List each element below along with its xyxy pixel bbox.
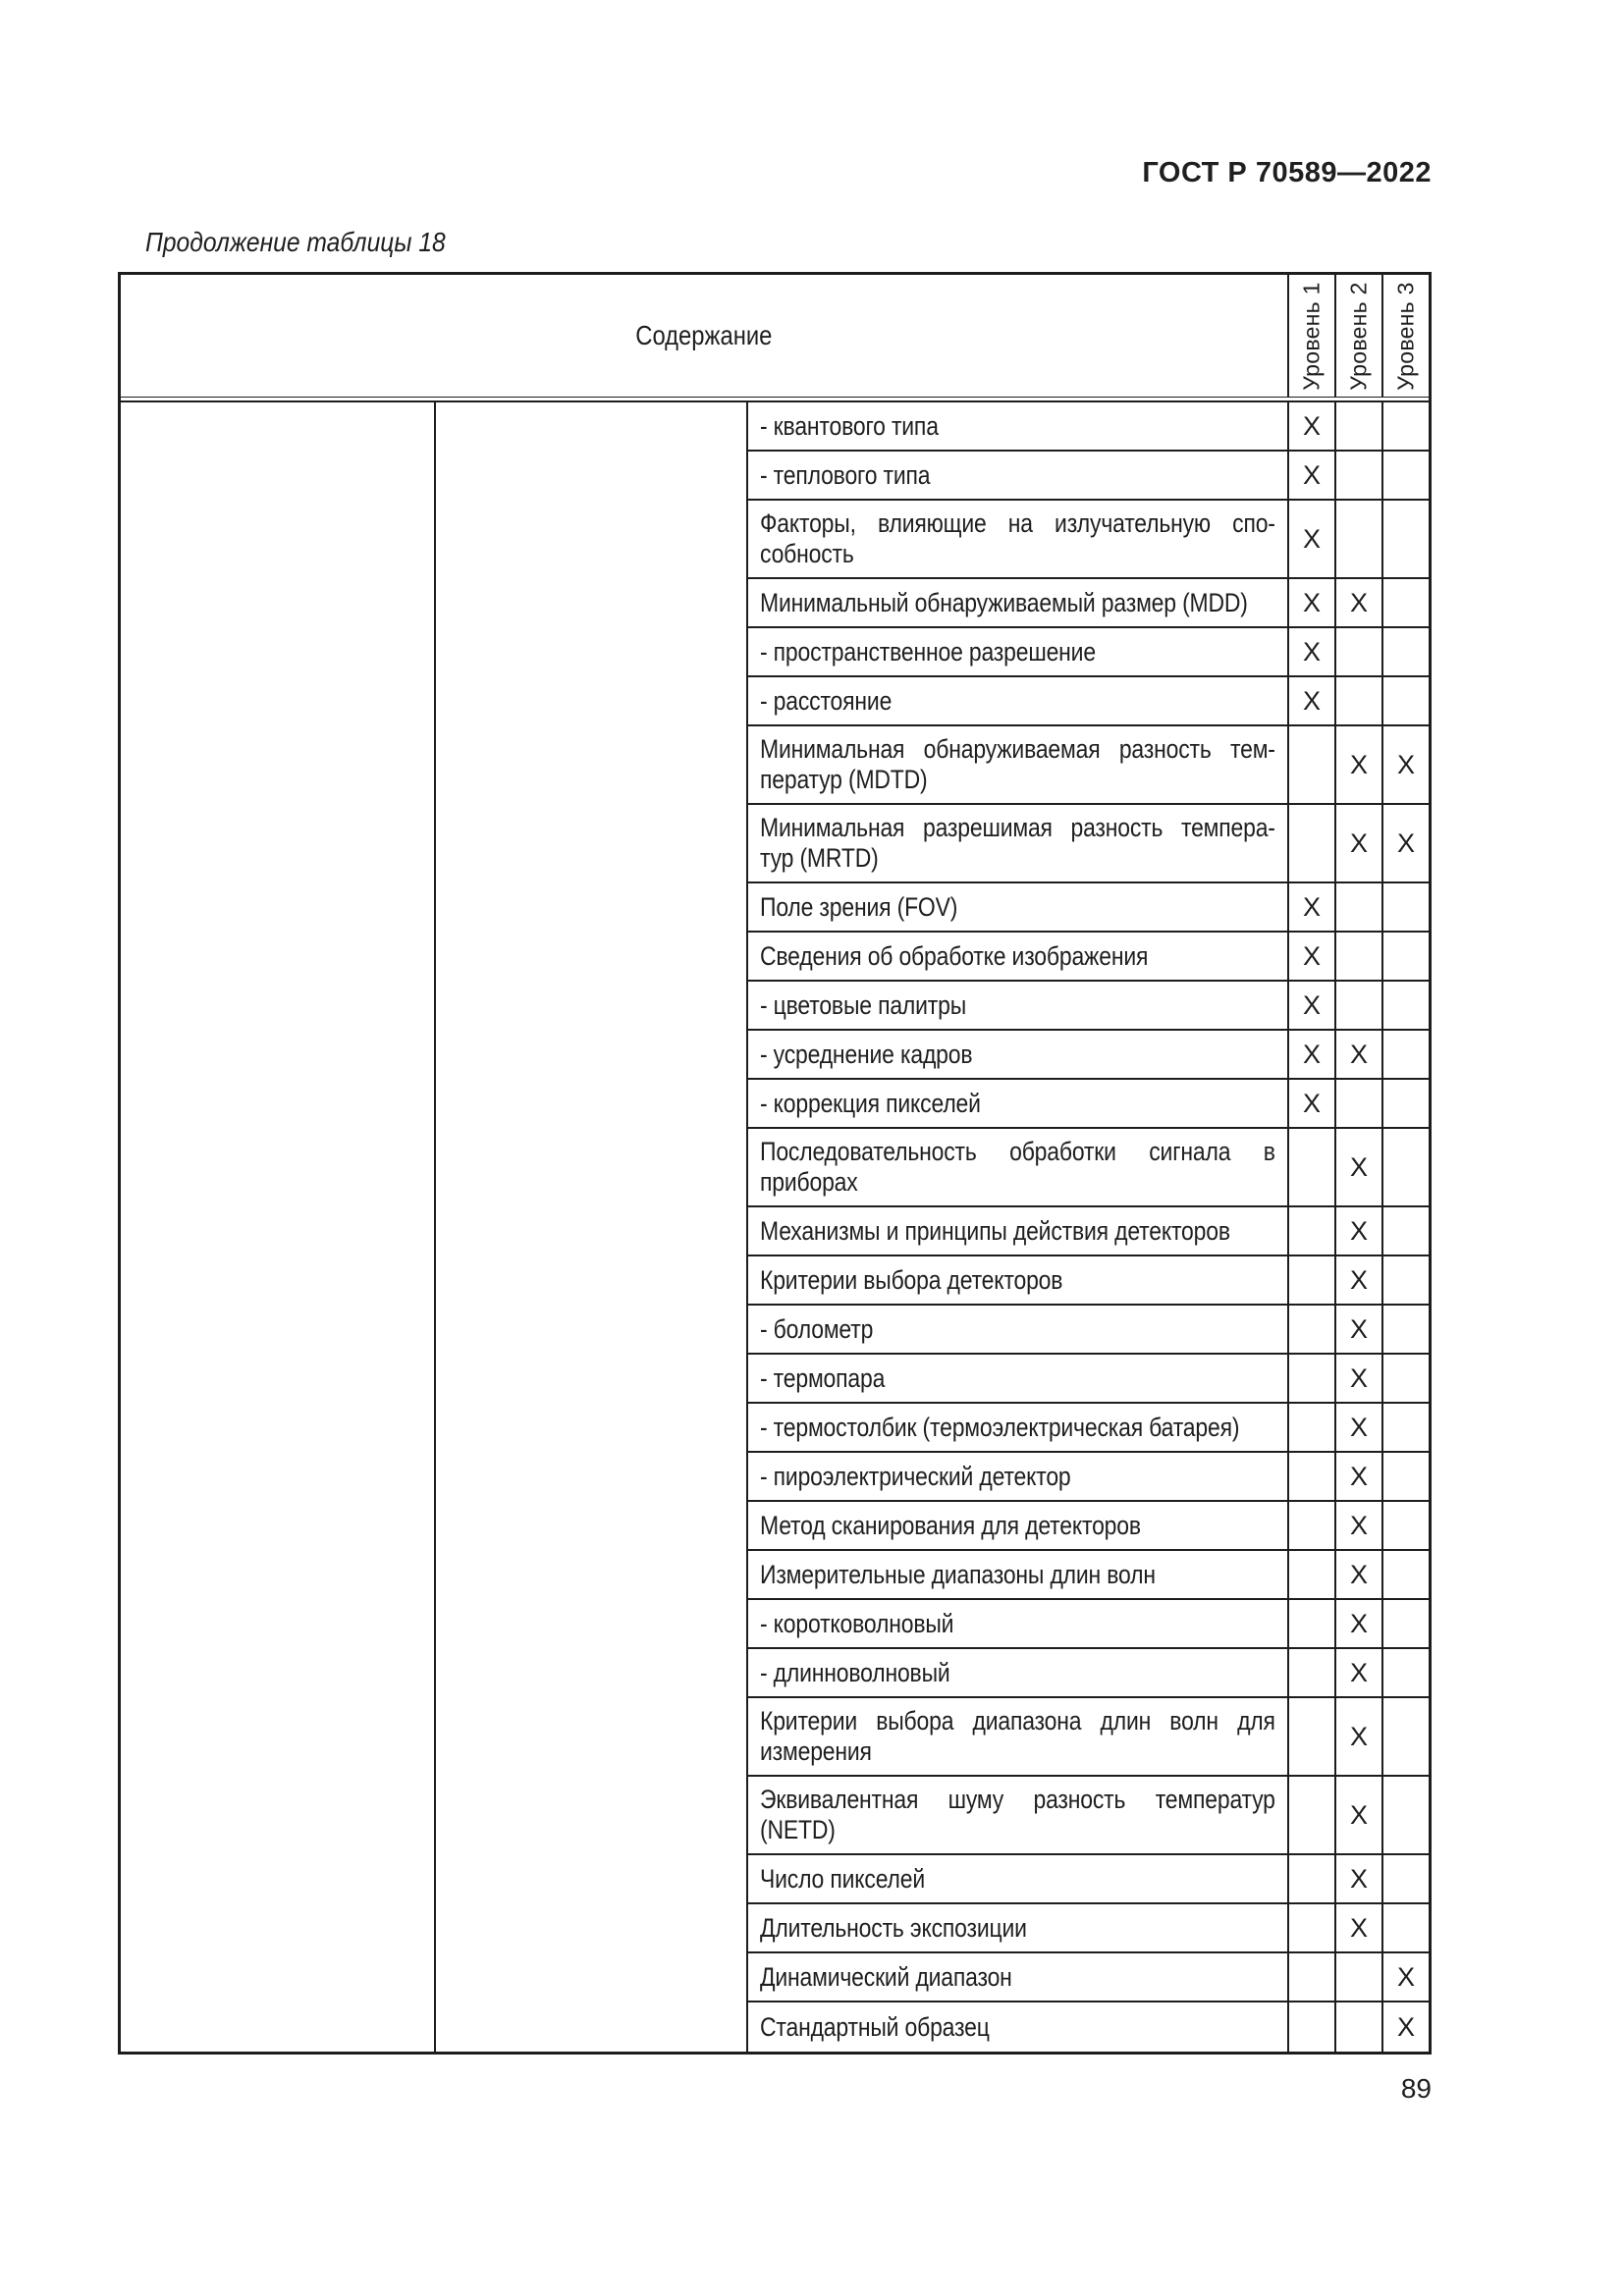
- level-1-mark-cell: Х: [1287, 1080, 1334, 1127]
- row-label-cell: [748, 1953, 1287, 2001]
- table-row: [748, 501, 1429, 579]
- table-row: [748, 1404, 1429, 1453]
- row-label-line: - термопара: [760, 1362, 886, 1393]
- row-label-cell: [748, 1698, 1287, 1775]
- level-3-mark-cell: [1381, 1777, 1429, 1853]
- row-label-line: Измерительные диапазоны длин волн: [760, 1559, 1156, 1589]
- row-label-cell: [748, 1080, 1287, 1127]
- row-label-cell: [748, 501, 1287, 577]
- level-2-mark-cell: [1334, 677, 1381, 724]
- level-2-mark-cell: Х: [1334, 1502, 1381, 1549]
- row-label-cell: [748, 1551, 1287, 1598]
- level-1-mark-cell: [1287, 1502, 1334, 1549]
- row-label-line: - болометр: [760, 1313, 874, 1344]
- level-1-mark-cell: [1287, 1256, 1334, 1304]
- level-1-mark-cell: [1287, 1207, 1334, 1255]
- level-3-mark-cell: [1381, 628, 1429, 675]
- level-2-mark-cell: [1334, 501, 1381, 577]
- level-2-mark-cell: Х: [1334, 1031, 1381, 1078]
- level-3-mark-cell: [1381, 1256, 1429, 1304]
- header-level-1-label: Уровень 1: [1298, 281, 1325, 391]
- table-row: [748, 1453, 1429, 1502]
- level-1-mark-cell: [1287, 726, 1334, 803]
- level-3-mark-cell: [1381, 933, 1429, 980]
- level-1-mark-cell: [1287, 805, 1334, 881]
- level-2-mark-cell: Х: [1334, 1207, 1381, 1255]
- level-3-mark-cell: [1381, 677, 1429, 724]
- level-3-mark-cell: [1381, 501, 1429, 577]
- row-label-line: Минимальный обнаруживаемый размер (MDD): [760, 587, 1248, 617]
- level-2-mark-cell: [1334, 883, 1381, 931]
- row-label-line: Критерии выбора детекторов: [760, 1264, 1063, 1295]
- table-row: [748, 982, 1429, 1031]
- row-label-line: Критерии выбора диапазона длин волн для: [760, 1706, 1275, 1735]
- level-3-mark-cell: Х: [1381, 1953, 1429, 2001]
- level-2-mark-cell: Х: [1334, 1777, 1381, 1853]
- level-3-mark-cell: [1381, 1904, 1429, 1951]
- row-label-line: - усреднение кадров: [760, 1039, 973, 1069]
- row-label-cell: [748, 726, 1287, 803]
- level-1-mark-cell: [1287, 1306, 1334, 1353]
- row-label-cell: [748, 579, 1287, 626]
- table-row: [748, 1502, 1429, 1551]
- level-3-mark-cell: [1381, 1502, 1429, 1549]
- table-row: [748, 1355, 1429, 1404]
- row-label-line: (NETD): [760, 1815, 836, 1844]
- level-1-mark-cell: [1287, 1129, 1334, 1205]
- row-label-cell: [748, 1031, 1287, 1078]
- level-3-mark-cell: [1381, 1698, 1429, 1775]
- row-label-line: Число пикселей: [760, 1863, 926, 1894]
- table-row: [748, 1600, 1429, 1649]
- level-2-mark-cell: [1334, 402, 1381, 450]
- row-label-cell: [748, 933, 1287, 980]
- row-label-cell: [748, 1404, 1287, 1451]
- level-1-mark-cell: Х: [1287, 883, 1334, 931]
- level-1-mark-cell: [1287, 1855, 1334, 1902]
- row-label-cell: [748, 1453, 1287, 1500]
- level-2-mark-cell: Х: [1334, 726, 1381, 803]
- table-row: [748, 1207, 1429, 1256]
- row-label-line: Поле зрения (FOV): [760, 891, 958, 922]
- row-label-line: приборах: [760, 1167, 858, 1197]
- level-3-mark-cell: [1381, 1404, 1429, 1451]
- row-label-cell: [748, 1600, 1287, 1647]
- row-label-cell: [748, 1777, 1287, 1853]
- table-body: [121, 402, 1429, 2052]
- table-row: [748, 1129, 1429, 1207]
- row-label-cell: [748, 1904, 1287, 1951]
- row-label-cell: [748, 1502, 1287, 1549]
- row-label-line: - теплового типа: [760, 459, 931, 490]
- level-2-mark-cell: Х: [1334, 1404, 1381, 1451]
- row-label-line: Минимальная разрешимая разность темпера-: [760, 813, 1275, 842]
- level-3-mark-cell: [1381, 1306, 1429, 1353]
- level-2-mark-cell: [1334, 933, 1381, 980]
- table-row: [748, 1698, 1429, 1777]
- level-1-mark-cell: [1287, 1649, 1334, 1696]
- row-label-line: - квантового типа: [760, 410, 939, 441]
- level-1-mark-cell: Х: [1287, 628, 1334, 675]
- row-label-cell: [748, 1855, 1287, 1902]
- level-2-mark-cell: [1334, 628, 1381, 675]
- level-2-mark-cell: Х: [1334, 1129, 1381, 1205]
- level-3-mark-cell: [1381, 1355, 1429, 1402]
- row-label-line: - пространственное разрешение: [760, 636, 1096, 667]
- table-row: [748, 883, 1429, 933]
- level-1-mark-cell: Х: [1287, 933, 1334, 980]
- table-row: [748, 1080, 1429, 1129]
- table-row: [748, 1551, 1429, 1600]
- table-row: [748, 1953, 1429, 2002]
- empty-column-2: [436, 402, 748, 2052]
- level-2-mark-cell: [1334, 982, 1381, 1029]
- level-3-mark-cell: [1381, 883, 1429, 931]
- row-label-cell: [748, 805, 1287, 881]
- table-row: [748, 1904, 1429, 1953]
- level-3-mark-cell: [1381, 1207, 1429, 1255]
- level-3-mark-cell: [1381, 1031, 1429, 1078]
- table-row: [748, 1649, 1429, 1698]
- level-3-mark-cell: [1381, 452, 1429, 499]
- row-label-line: - длинноволновый: [760, 1657, 950, 1687]
- level-2-mark-cell: Х: [1334, 1355, 1381, 1402]
- level-2-mark-cell: [1334, 1080, 1381, 1127]
- row-label-line: Метод сканирования для детекторов: [760, 1510, 1141, 1540]
- header-level-1-cell: [1287, 275, 1334, 397]
- header-content-label: Содержание: [635, 320, 773, 350]
- level-1-mark-cell: Х: [1287, 402, 1334, 450]
- row-label-line: измерения: [760, 1736, 872, 1766]
- table-row: [748, 677, 1429, 726]
- level-3-mark-cell: [1381, 402, 1429, 450]
- level-3-mark-cell: [1381, 579, 1429, 626]
- row-label-line: Механизмы и принципы действия детекторов: [760, 1215, 1230, 1246]
- page-number: 89: [1400, 2073, 1432, 2104]
- level-2-mark-cell: Х: [1334, 1453, 1381, 1500]
- row-label-line: Минимальная обнаруживаемая разность тем-: [760, 734, 1275, 764]
- row-label-line: Сведения об обработке изображения: [760, 940, 1149, 971]
- row-label-cell: [748, 982, 1287, 1029]
- level-3-mark-cell: [1381, 1855, 1429, 1902]
- level-1-mark-cell: [1287, 1698, 1334, 1775]
- row-label-line: собность: [760, 539, 854, 568]
- table-row: [748, 2002, 1429, 2052]
- row-label-line: - коротковолновый: [760, 1608, 954, 1638]
- level-2-mark-cell: Х: [1334, 1855, 1381, 1902]
- table-row: [748, 805, 1429, 883]
- level-3-mark-cell: [1381, 1129, 1429, 1205]
- level-1-mark-cell: [1287, 1404, 1334, 1451]
- level-1-mark-cell: Х: [1287, 677, 1334, 724]
- level-2-mark-cell: Х: [1334, 1256, 1381, 1304]
- level-3-mark-cell: [1381, 1080, 1429, 1127]
- row-label-line: ператур (MDTD): [760, 765, 928, 794]
- header-level-2-label: Уровень 2: [1345, 281, 1372, 391]
- level-1-mark-cell: [1287, 1551, 1334, 1598]
- table-row: [748, 402, 1429, 452]
- level-2-mark-cell: [1334, 1953, 1381, 2001]
- row-label-line: Стандартный образец: [760, 2011, 990, 2042]
- level-1-mark-cell: Х: [1287, 1031, 1334, 1078]
- level-1-mark-cell: Х: [1287, 579, 1334, 626]
- level-1-mark-cell: [1287, 2002, 1334, 2052]
- row-label-cell: [748, 883, 1287, 931]
- level-3-mark-cell: Х: [1381, 805, 1429, 881]
- table-row: [748, 726, 1429, 805]
- level-2-mark-cell: Х: [1334, 1904, 1381, 1951]
- level-3-mark-cell: Х: [1381, 726, 1429, 803]
- table-caption: Продолжение таблицы 18: [145, 227, 446, 257]
- level-2-mark-cell: Х: [1334, 1649, 1381, 1696]
- table-row: [748, 1306, 1429, 1355]
- table-row: [748, 1777, 1429, 1855]
- table-18-continuation: [118, 272, 1432, 2055]
- header-level-3-cell: [1381, 275, 1429, 397]
- level-1-mark-cell: [1287, 1953, 1334, 2001]
- document-code: ГОСТ Р 70589—2022: [1142, 157, 1432, 188]
- table-row: [748, 579, 1429, 628]
- row-label-line: Эквивалентная шуму разность температур: [760, 1785, 1275, 1814]
- table-row: [748, 933, 1429, 982]
- row-label-cell: [748, 628, 1287, 675]
- header-content-cell: [121, 275, 1287, 397]
- row-label-cell: [748, 2002, 1287, 2052]
- level-3-mark-cell: [1381, 1551, 1429, 1598]
- level-3-mark-cell: [1381, 1453, 1429, 1500]
- row-label-cell: [748, 1306, 1287, 1353]
- level-2-mark-cell: Х: [1334, 1600, 1381, 1647]
- table-header-row: [121, 275, 1429, 398]
- header-level-3-label: Уровень 3: [1392, 281, 1419, 391]
- row-label-line: Длительность экспозиции: [760, 1912, 1027, 1943]
- row-label-line: Последовательность обработки сигнала в: [760, 1137, 1275, 1166]
- row-label-line: - термостолбик (термоэлектрическая батарея): [760, 1412, 1240, 1442]
- level-1-mark-cell: [1287, 1355, 1334, 1402]
- level-1-mark-cell: Х: [1287, 452, 1334, 499]
- row-label-line: - расстояние: [760, 685, 893, 716]
- level-2-mark-cell: Х: [1334, 1698, 1381, 1775]
- row-label-line: Динамический диапазон: [760, 1961, 1012, 1992]
- table-row: [748, 1256, 1429, 1306]
- level-2-mark-cell: Х: [1334, 1306, 1381, 1353]
- row-label-line: - пироэлектрический детектор: [760, 1461, 1071, 1491]
- table-rows: [748, 402, 1429, 2052]
- row-label-cell: [748, 1129, 1287, 1205]
- level-2-mark-cell: [1334, 2002, 1381, 2052]
- level-3-mark-cell: [1381, 1649, 1429, 1696]
- row-label-cell: [748, 677, 1287, 724]
- level-2-mark-cell: Х: [1334, 579, 1381, 626]
- row-label-line: - коррекция пикселей: [760, 1088, 981, 1118]
- table-row: [748, 628, 1429, 677]
- table-row: [748, 1031, 1429, 1080]
- level-1-mark-cell: [1287, 1600, 1334, 1647]
- level-3-mark-cell: [1381, 1600, 1429, 1647]
- row-label-cell: [748, 1649, 1287, 1696]
- level-2-mark-cell: [1334, 452, 1381, 499]
- row-label-line: тур (MRTD): [760, 843, 879, 873]
- level-1-mark-cell: [1287, 1453, 1334, 1500]
- row-label-cell: [748, 1256, 1287, 1304]
- level-1-mark-cell: Х: [1287, 982, 1334, 1029]
- level-1-mark-cell: [1287, 1904, 1334, 1951]
- level-3-mark-cell: Х: [1381, 2002, 1429, 2052]
- level-2-mark-cell: Х: [1334, 1551, 1381, 1598]
- row-label-cell: [748, 1355, 1287, 1402]
- header-level-2-cell: [1334, 275, 1381, 397]
- level-3-mark-cell: [1381, 982, 1429, 1029]
- row-label-line: - цветовые палитры: [760, 989, 967, 1020]
- level-1-mark-cell: Х: [1287, 501, 1334, 577]
- row-label-cell: [748, 1207, 1287, 1255]
- row-label-cell: [748, 452, 1287, 499]
- row-label-cell: [748, 402, 1287, 450]
- level-2-mark-cell: Х: [1334, 805, 1381, 881]
- level-1-mark-cell: [1287, 1777, 1334, 1853]
- empty-column-1: [121, 402, 436, 2052]
- row-label-line: Факторы, влияющие на излучательную спо-: [760, 508, 1275, 538]
- table-row: [748, 452, 1429, 501]
- table-row: [748, 1855, 1429, 1904]
